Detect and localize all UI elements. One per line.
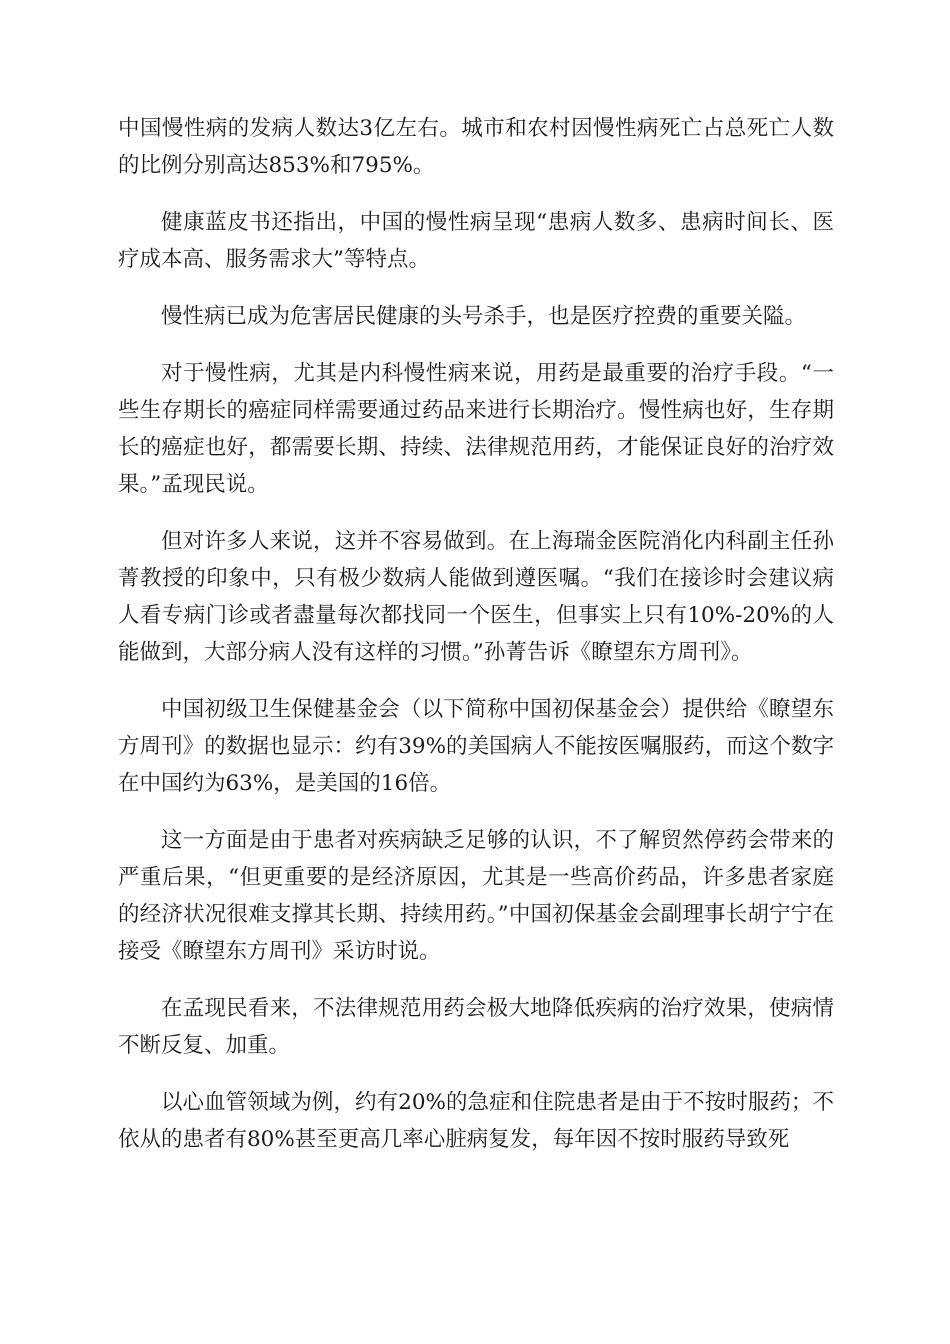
paragraph-2: 健康蓝皮书还指出，中国的慢性病呈现“患病人数多、患病时间长、医疗成本高、服务需求大”等特点。: [118, 210, 834, 272]
paragraph-4: 对于慢性病，尤其是内科慢性病来说，用药是最重要的治疗手段。“一些生存期长的癌症同样需要通过药品来进行长期治疗。慢性病也好，生存期长的癌症也好，都需要长期、持续、法律规范用药，才能保证良好的治疗效果。”孟现民说。: [118, 361, 834, 497]
paragraph-9: 以心血管领域为例，约有20%的急症和住院患者是由于不按时服药；不依从的患者有80%甚至更高几率心脏病复发，每年因不按时服药导致死: [118, 1090, 834, 1152]
paragraph-1: 中国慢性病的发病人数达3亿左右。城市和农村因慢性病死亡占总死亡人数的比例分别高达853%和795%。: [118, 116, 834, 178]
article-body: [118, 110, 834, 1178]
paragraph-5: 但对许多人来说，这并不容易做到。在上海瑞金医院消化内科副主任孙菁教授的印象中，只有极少数病人能做到遵医嘱。“我们在接诊时会建议病人看专病门诊或者盡量每次都找同一个医生，但事实上只有10%-20%的人能做到，大部分病人没有这样的习惯。”孙菁告诉《瞭望东方周刊》。: [118, 529, 834, 665]
paragraph-6: 中国初级卫生保健基金会（以下简称中国初保基金会）提供给《瞭望东方周刊》的数据也显示：约有39%的美国病人不能按医嘱服药，而这个数字在中国约为63%，是美国的16倍。: [118, 697, 834, 796]
paragraph-3: 慢性病已成为危害居民健康的头号杀手，也是医疗控费的重要关隘。: [161, 304, 807, 329]
paragraph-7: 这一方面是由于患者对疾病缺乏足够的认识，不了解贸然停药会带来的严重后果，“但更重要的是经济原因，尤其是一些高价药品，许多患者家庭的经济状况很难支撑其长期、持续用药。”中国初保基金会副理事长胡宁宁在接受《瞭望东方周刊》采访时说。: [118, 828, 834, 964]
paragraph-8: 在孟现民看来，不法律规范用药会极大地降低疾病的治疗效果，使病情不断反复、加重。: [118, 996, 834, 1058]
